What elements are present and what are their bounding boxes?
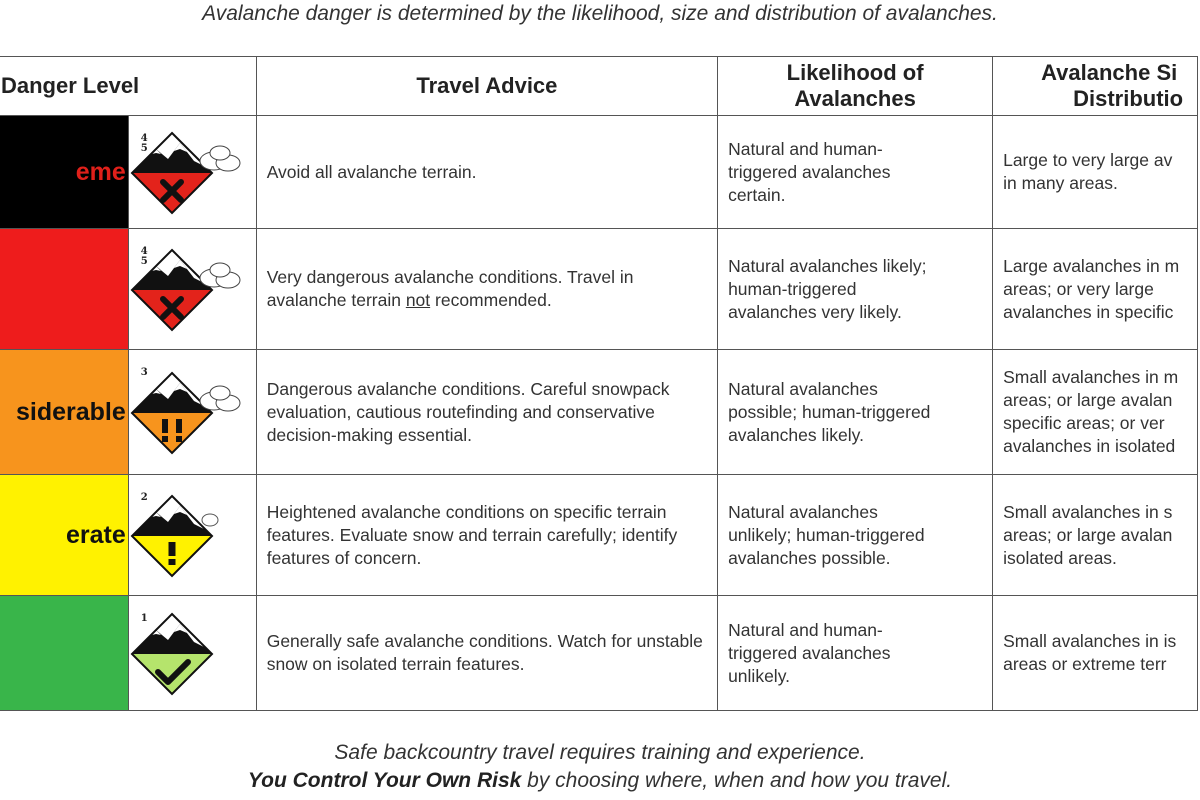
bottom-caption-rest: by choosing where, when and how you travel. bbox=[521, 769, 953, 792]
danger-icon-x bbox=[130, 244, 254, 334]
danger-icon-exclamation bbox=[130, 490, 254, 580]
level-icon-cell bbox=[128, 475, 256, 596]
level-swatch: eme bbox=[0, 116, 128, 229]
level-number: 4 5 bbox=[140, 133, 148, 154]
danger-row-extreme bbox=[0, 116, 1198, 229]
header-distribution-line2: Distributio bbox=[1073, 86, 1184, 111]
size-distribution: Small avalanches in s areas; or large avalan isolated areas. bbox=[993, 475, 1198, 596]
header-row bbox=[0, 57, 1198, 116]
size-distribution: Small avalanches in m areas; or large avalan specific areas; or ver avalanches in isolated bbox=[993, 350, 1198, 475]
level-icon-cell bbox=[128, 350, 256, 475]
header-likelihood-line1: Likelihood of bbox=[786, 60, 924, 85]
emphasis-not: not bbox=[405, 290, 431, 310]
travel-advice: Generally safe avalanche conditions. Watch for unstable snow on isolated terrain features. bbox=[256, 596, 717, 711]
header-distribution-line1: Avalanche Si bbox=[1041, 60, 1178, 85]
danger-row-low bbox=[0, 596, 1198, 711]
likelihood: Natural and human- triggered avalanches unlikely. bbox=[718, 596, 993, 711]
bottom-caption-line2 bbox=[0, 768, 1200, 794]
cloud-puff bbox=[200, 263, 240, 288]
likelihood: Natural avalanches likely; human-triggered avalanches very likely. bbox=[718, 229, 993, 350]
level-number: 4 5 bbox=[140, 246, 148, 267]
bottom-caption-emphasis: You Control Your Own Risk bbox=[247, 769, 522, 792]
level-icon-cell bbox=[128, 229, 256, 350]
header-distribution bbox=[993, 57, 1198, 116]
header-likelihood-line2: Avalanches bbox=[794, 86, 916, 111]
size-distribution: Small avalanches in is areas or extreme terr bbox=[993, 596, 1198, 711]
danger-diamond bbox=[132, 373, 212, 453]
travel-advice: Heightened avalanche conditions on specific terrain features. Evaluate snow and terrain carefully; identify features of concern. bbox=[256, 475, 717, 596]
bottom-caption-line1: Safe backcountry travel requires training and experience. bbox=[334, 741, 866, 764]
danger-icon-double-exclamation bbox=[130, 367, 254, 457]
cloud-puff bbox=[202, 514, 218, 526]
likelihood: Natural and human- triggered avalanches certain. bbox=[718, 116, 993, 229]
travel-advice: Avoid all avalanche terrain. bbox=[256, 116, 717, 229]
level-icon-cell bbox=[128, 116, 256, 229]
danger-icon-x bbox=[130, 127, 254, 217]
danger-row-considerable bbox=[0, 350, 1198, 475]
danger-scale-table bbox=[0, 56, 1198, 711]
header-likelihood bbox=[718, 57, 993, 116]
top-caption: Avalanche danger is determined by the likelihood, size and distribution of avalanches. bbox=[202, 2, 998, 25]
size-distribution: Large avalanches in m areas; or very large avalanches in specific bbox=[993, 229, 1198, 350]
danger-row-moderate bbox=[0, 475, 1198, 596]
level-number: 2 bbox=[140, 492, 148, 503]
danger-row-high bbox=[0, 229, 1198, 350]
cloud-puff bbox=[200, 386, 240, 411]
size-distribution: Large to very large av in many areas. bbox=[993, 116, 1198, 229]
likelihood: Natural avalanches unlikely; human-triggered avalanches possible. bbox=[718, 475, 993, 596]
level-swatch: erate bbox=[0, 475, 128, 596]
level-swatch: siderable bbox=[0, 350, 128, 475]
travel-advice: Very dangerous avalanche conditions. Travel in avalanche terrain not recommended. bbox=[256, 229, 717, 350]
header-travel-advice: Travel Advice bbox=[256, 57, 717, 116]
level-swatch bbox=[0, 596, 128, 711]
level-icon-cell bbox=[128, 596, 256, 711]
level-swatch bbox=[0, 229, 128, 350]
level-number: 1 bbox=[140, 613, 148, 624]
cloud-puff bbox=[200, 146, 240, 171]
level-number: 3 bbox=[140, 367, 148, 378]
travel-advice: Dangerous avalanche conditions. Careful snowpack evaluation, cautious routefinding and conservative decision-making essential. bbox=[256, 350, 717, 475]
likelihood: Natural avalanches possible; human-triggered avalanches likely. bbox=[718, 350, 993, 475]
danger-icon-check bbox=[130, 608, 254, 698]
header-danger-level: Danger Level bbox=[0, 57, 256, 116]
